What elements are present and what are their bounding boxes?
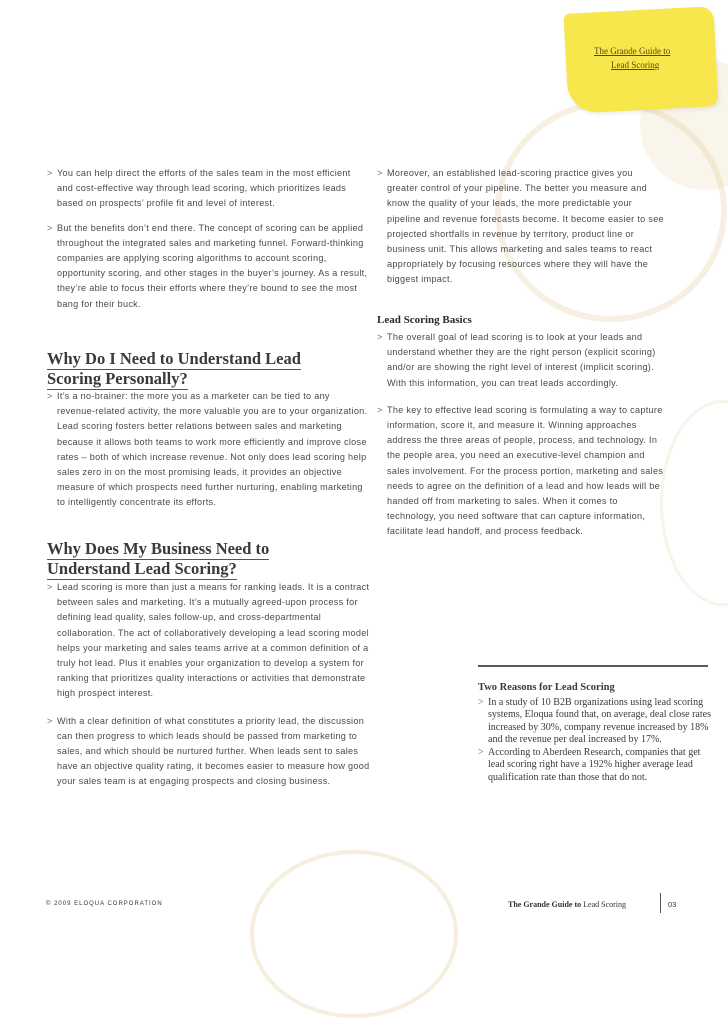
footer-guide-title: The Grande Guide to Lead Scoring <box>508 900 626 909</box>
section-heading: Understand Lead Scoring? <box>47 559 237 578</box>
sidebar-callout <box>478 682 718 784</box>
paragraph: > With a clear definition of what constitutes a priority lead, the discussion can then progress to which leads should be passed from marketing to sales, and which should be nurtured further. When leads sent to sales have an objective quality rating, it becomes easier to measure how good your sales team is at engaging prospects and closing business. <box>47 715 370 787</box>
footer-copyright: © 2009 ELOQUA CORPORATION <box>46 901 163 907</box>
bullet-marker: > <box>377 332 383 342</box>
bullet-marker: > <box>377 404 383 415</box>
lead-scoring-basics-heading: Lead Scoring Basics <box>377 314 472 326</box>
bullet-marker: > <box>47 168 53 178</box>
bullet-marker: > <box>478 746 484 758</box>
paragraph: > The key to effective lead scoring is formulating a way to capture information, score it, and measure it. Winning approaches address the three areas of people, process, and technology. In the people area, you need an executive-level champion and sales involvement. For the process portion, marketing and sales needs to agree on the definition of a lead and how leads will be handed off from marketing to sales. When it comes to technology, you need software that can capture information, facilitate lead handoff, and process feedback. <box>377 404 664 537</box>
section2-body <box>47 580 372 799</box>
left-intro-column <box>47 166 369 321</box>
paragraph: > It’s a no-brainer: the more you as a marketer can be tied to any revenue-related activity, the more valuable you are to your organization. Lead scoring fosters better relations between sales and marketing because it allows both teams to work more efficiently and improve close rates – both of which increase revenue. Not only does lead scoring help sales zero in on the most promising leads, it provides an objective measure of which prospects need further nurturing, enabling marketing to intelligently concentrate its efforts. <box>47 391 368 508</box>
bullet-marker: > <box>47 582 53 592</box>
sidebar-title: Two Reasons for Lead Scoring <box>478 682 615 693</box>
section-heading: Scoring Personally? <box>47 369 188 388</box>
page-number: 03 <box>668 900 677 909</box>
paragraph: > You can help direct the efforts of the sales team in the most efficient and cost-effective way through lead scoring, which prioritizes leads based on prospects’ profile fit and level of interest. <box>47 168 351 209</box>
bullet-marker: > <box>47 222 53 233</box>
footer-divider <box>660 893 661 913</box>
section-heading: Why Does My Business Need to <box>47 539 270 558</box>
paragraph: > Lead scoring is more than just a means for ranking leads. It is a contract between sales and marketing. It’s a mutually agreed-upon process for defining lead quality, sales follow-up, and cross-departmental collaboration. The act of collaboratively developing a lead scoring model helps your marketing and sales teams arrive at a common definition of a truly hot lead. Plus it enables your organization to develop a system for ranking that prioritizes quality interactions or activities that demonstrate high prospect interest. <box>47 582 370 699</box>
coffee-stain-decoration <box>250 850 458 1018</box>
note-title-line1: The Grande Guide to <box>594 46 671 56</box>
bullet-marker: > <box>478 696 484 708</box>
basics-body <box>377 330 665 549</box>
paragraph: > But the benefits don’t end there. The concept of scoring can be applied throughout the integrated sales and marketing funnel. Forward-thinking companies are applying scoring algorithms to account scoring, opportunity scoring, and other stages in the buyer’s journey. As a result, they’re able to focus their efforts where they’re bound to see the most bang for their buck. <box>47 222 368 309</box>
note-title-line2: Lead Scoring <box>611 60 660 70</box>
sidebar-item: > According to Aberdeen Research, companies that get lead scoring right have a 192% higher average lead qualification rate than those that do not. <box>478 746 701 783</box>
section-heading: Why Do I Need to Understand Lead <box>47 349 301 368</box>
coffee-stain-decoration <box>660 400 728 606</box>
paragraph: > Moreover, an established lead-scoring practice gives you greater control of your pipeline. The better you measure and know the quality of your leads, the more predictable your pipeline and revenue forecasts become. It become easier to see projected shortfalls in revenue by territory, product line or business unit. This allows marketing and sales teams to react appropriately by focusing resources where they will have the biggest impact. <box>377 168 664 285</box>
section1-body <box>47 389 369 520</box>
sidebar-divider <box>478 665 708 667</box>
sidebar-item: > In a study of 10 B2B organizations using lead scoring systems, Eloqua found that, on average, deal close rates increased by 30%, company revenue increased by 18% and the revenue per deal increased by 17%. <box>478 696 711 745</box>
right-intro-column <box>377 166 665 297</box>
bullet-marker: > <box>47 391 53 401</box>
bullet-marker: > <box>47 715 53 726</box>
bullet-marker: > <box>377 168 383 178</box>
paragraph: > The overall goal of lead scoring is to look at your leads and understand whether they are the right person (explicit scoring) and/or are showing the right level of interest (implicit scoring). With this information, you can treat leads accordingly. <box>377 332 656 388</box>
